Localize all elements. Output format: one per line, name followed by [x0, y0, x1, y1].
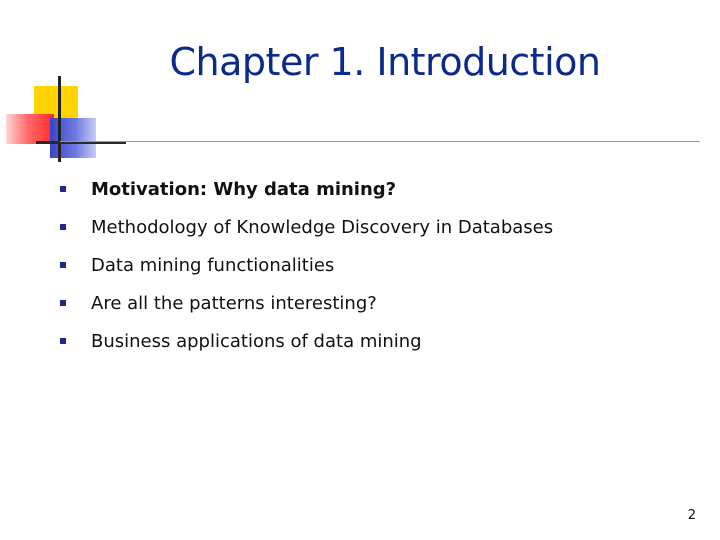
bullet-item: [56, 246, 696, 284]
bullet-text: Methodology of Knowledge Discovery in Databases: [91, 216, 554, 238]
bullet-text: Motivation: Why data mining?: [91, 178, 397, 200]
bullet-item: [56, 284, 696, 322]
bullet-list: [56, 170, 696, 360]
logo-vertical-line: [58, 76, 61, 162]
bullet-text: Business applications of data mining: [91, 330, 422, 352]
square-bullet-icon: [60, 186, 66, 192]
bullet-item: [56, 322, 696, 360]
page-number: 2: [687, 508, 696, 523]
slide-logo: [0, 0, 110, 170]
title-divider: [60, 141, 700, 142]
slide-title: Chapter 1. Introduction: [169, 40, 601, 84]
square-bullet-icon: [60, 338, 66, 344]
logo-blue-square: [50, 118, 96, 158]
square-bullet-icon: [60, 224, 66, 230]
bullet-text: Data mining functionalities: [91, 254, 335, 276]
square-bullet-icon: [60, 262, 66, 268]
bullet-item: [56, 208, 696, 246]
bullet-item: [56, 170, 696, 208]
square-bullet-icon: [60, 300, 66, 306]
logo-red-square: [6, 114, 54, 144]
bullet-text: Are all the patterns interesting?: [91, 292, 377, 314]
